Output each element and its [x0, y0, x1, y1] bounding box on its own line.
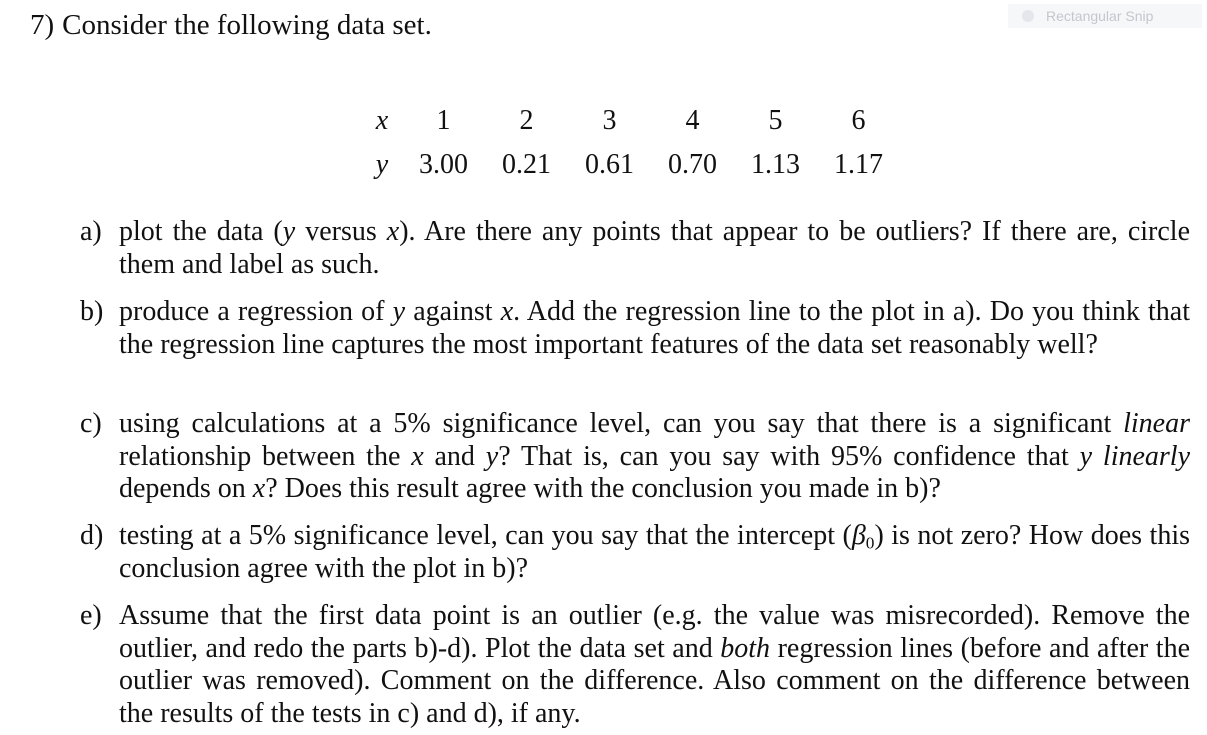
y-value: 1.17 — [834, 149, 883, 180]
problem-number: 7) — [30, 9, 55, 41]
part-d-label: d) — [80, 520, 104, 551]
y-value: 3.00 — [419, 149, 468, 180]
part-a-text: plot the data (y versus x). Are there any points that appear to be outliers? If there are, circle them and label as such. — [119, 216, 1191, 280]
problem-heading — [30, 8, 432, 42]
rectangular-snip-badge[interactable] — [1008, 4, 1202, 28]
x-row — [362, 99, 900, 143]
problem-prompt: Consider the following data set. — [62, 9, 432, 41]
part-b-label: b) — [80, 296, 104, 327]
part-a — [80, 216, 1190, 281]
x-value: 3 — [602, 105, 617, 136]
part-b-text: produce a regression of y against x. Add the regression line to the plot in a). Do you think that the regression line captures the most important features of the data set reasonably well? — [119, 296, 1190, 360]
part-a-label: a) — [80, 216, 102, 247]
part-c-text: using calculations at a 5% significance level, can you say that there is a significant linear relationship between the x and y? That is, can you say with 95% confidence that y linearly depends on x? Does this result agree with the conclusion you made in b)? — [119, 408, 1191, 505]
x-value: 5 — [768, 105, 783, 136]
y-row — [362, 143, 900, 187]
part-e — [80, 600, 1190, 731]
y-label: y — [375, 149, 389, 180]
snip-label: Rectangular Snip — [1046, 8, 1154, 24]
x-value: 4 — [685, 105, 700, 136]
part-d — [80, 520, 1190, 585]
part-c-label: c) — [80, 408, 102, 439]
snip-icon — [1022, 10, 1034, 22]
data-table — [362, 99, 900, 187]
part-e-label: e) — [80, 600, 102, 631]
part-b — [80, 296, 1190, 361]
part-c — [80, 408, 1190, 506]
x-value: 6 — [851, 105, 866, 136]
part-d-text: testing at a 5% significance level, can you say that the intercept $(\beta_0)$ is not zero? How does this conclusion agree with the plot in b)? — [119, 520, 1190, 584]
part-e-text: Assume that the first data point is an outlier (e.g. the value was misrecorded). Remove the outlier, and redo the parts b)-d). Plot the data set and both regression lines (before and after the outlier was removed). Comment on the difference. Also comment on the difference between the results of the tests in c) and d), if any. — [119, 600, 1190, 730]
x-value: 1 — [436, 105, 451, 136]
x-label: x — [375, 105, 389, 136]
y-value: 0.61 — [585, 149, 634, 180]
x-value: 2 — [519, 105, 534, 136]
y-value: 0.70 — [668, 149, 717, 180]
y-value: 0.21 — [502, 149, 551, 180]
y-value: 1.13 — [751, 149, 800, 180]
